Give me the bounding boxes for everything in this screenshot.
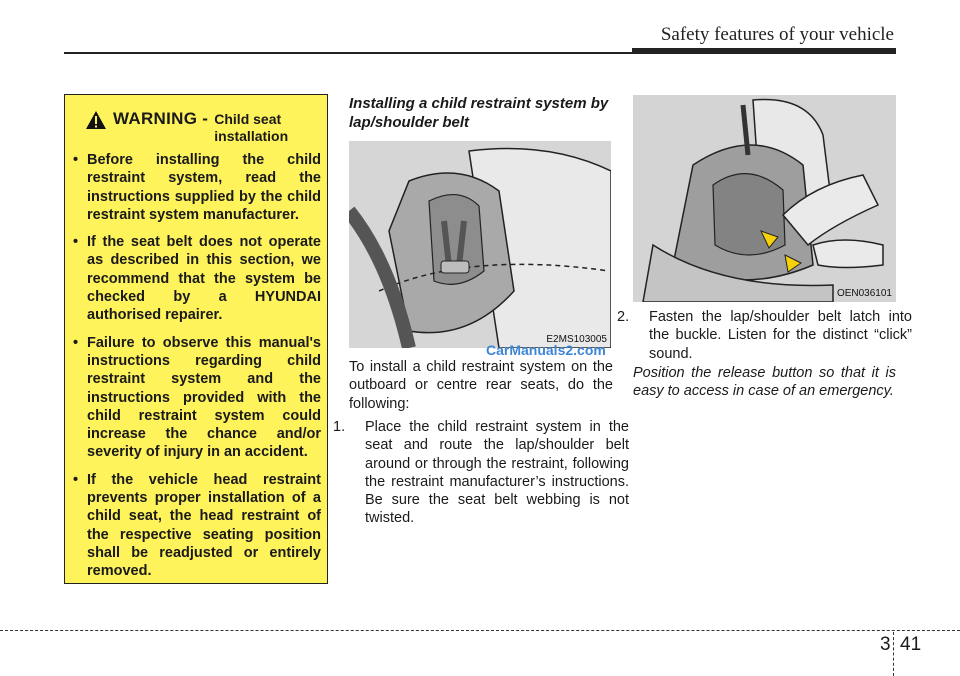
buckle-illustration <box>633 95 896 302</box>
page-number: 41 <box>900 634 922 655</box>
watermark: CarManuals2.com <box>486 342 606 358</box>
warning-item: • If the seat belt does not operate as described in this section, we recommend that the system be checked by a HYUNDAI authorised repairer. <box>73 233 321 324</box>
note-paragraph: Position the release button so that it is easy to access in case of an emergency. <box>633 365 896 400</box>
page-section-number: 3 <box>880 634 891 655</box>
step-2 <box>617 308 912 363</box>
figure-code: OEN036101 <box>836 288 892 299</box>
step-1 <box>333 418 629 528</box>
warning-item: • If the vehicle head restraint prevents proper installation of a child seat, the head restraint of the respective seating position shall be readjusted or entirely removed. <box>73 471 321 581</box>
page-number-divider <box>893 632 894 676</box>
step-1-text: Place the child restraint system in the seat and route the lap/shoulder belt around or through the restraint, following the restraint manufacturer’s instructions. Be sure the seat belt webbing is not twisted. <box>365 419 629 527</box>
warning-list <box>73 151 321 590</box>
intro-paragraph: To install a child restraint system on the outboard or centre rear seats, do the following: <box>349 359 613 412</box>
warning-subject: Child seat installation <box>214 111 289 144</box>
figure-code: E2MS103005 <box>546 334 607 345</box>
warning-item: • Before installing the child restraint system, read the instructions supplied by the child restraint system manufacturer. <box>73 151 321 224</box>
figure-child-seat-belt-route <box>349 141 611 348</box>
child-seat-illustration <box>349 141 611 348</box>
warning-header <box>85 109 300 145</box>
footer-rule <box>0 630 960 631</box>
step-2-number: 2. <box>617 309 630 325</box>
figure-buckle-latch <box>633 95 896 302</box>
warning-item: • Failure to observe this manual's instructions regarding child restraint system and the instructions provided with the child restraint system could increase the chance and/or severity of injury in an accident. <box>73 334 321 462</box>
page-header-title: Safety features of your vehicle <box>660 24 894 45</box>
header-rule-thick <box>632 48 896 54</box>
warning-triangle-icon <box>85 110 107 130</box>
warning-word: WARNING - <box>113 109 209 128</box>
warning-box <box>64 94 328 584</box>
section-title: Installing a child restraint system by lap/shoulder belt <box>349 95 609 131</box>
header-rule <box>64 52 632 54</box>
step-1-number: 1. <box>333 419 346 435</box>
step-2-text: Fasten the lap/shoulder belt latch into the buckle. Listen for the distinct “click” sound. <box>649 309 912 362</box>
